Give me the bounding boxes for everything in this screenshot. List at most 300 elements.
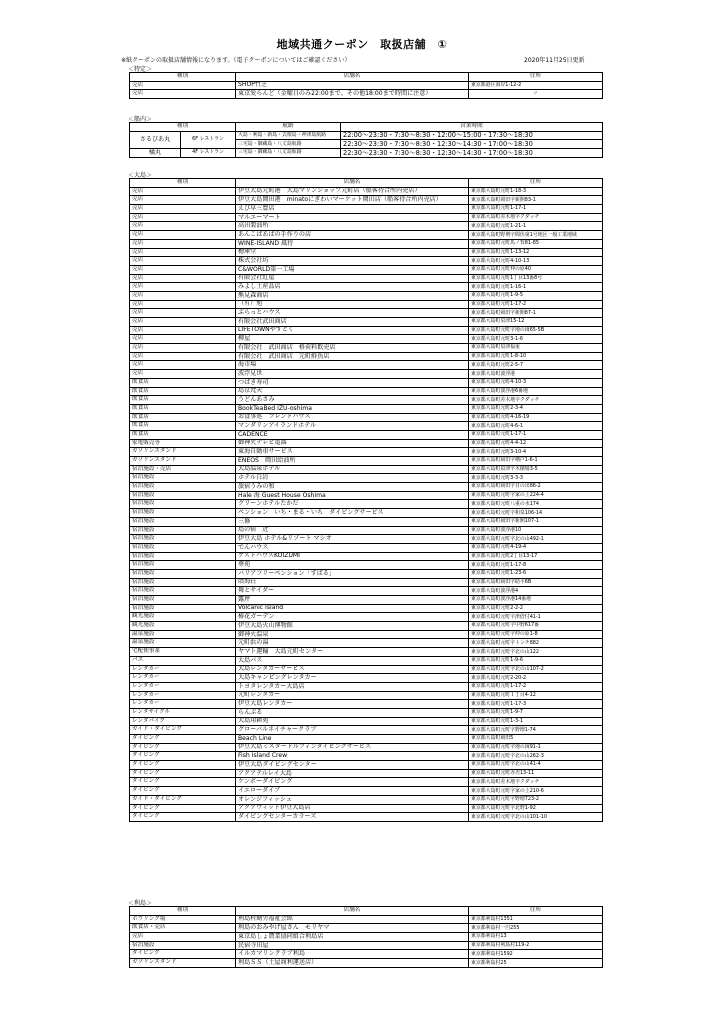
- shop-address: 東京都大島町差木地字クダッチ: [469, 396, 603, 405]
- shop-type: レンタバイク: [130, 717, 236, 726]
- table-row: [130, 915, 603, 924]
- table-row: [130, 604, 603, 613]
- shop-type: 売店: [130, 81, 236, 90]
- shop-type: ガソリンスタンド: [130, 959, 236, 968]
- table-row: [130, 291, 603, 300]
- shop-type: レンタカー: [130, 682, 236, 691]
- shop-name: 大島バス: [236, 656, 469, 665]
- shop-type: ダイビング: [130, 735, 236, 744]
- shop-address: 東京都大島町元町2丁目13-17: [469, 552, 603, 561]
- shop-address: 東京都大島町岡田字新開107-1: [469, 517, 603, 526]
- table-row: [130, 222, 603, 231]
- table-row: [130, 335, 603, 344]
- shop-address: 東京都大島町岡田字日の出86-2: [469, 483, 603, 492]
- shop-name: らんぷる: [236, 708, 469, 717]
- table-row: [130, 344, 603, 353]
- table-row: [130, 309, 603, 318]
- shop-type: 飲食店: [130, 387, 236, 396]
- shop-address: 東京都大島町元町4-10-13: [469, 257, 603, 266]
- table-row: [130, 535, 603, 544]
- shop-type: 売店: [130, 933, 236, 942]
- shop-name: 元町浜の湯: [236, 639, 469, 648]
- shop-type: ダイビング: [130, 813, 236, 822]
- shop-address: 東京都大島町元町3-10-4: [469, 448, 603, 457]
- shop-address: 東京都大島町元町1-17-1: [469, 205, 603, 214]
- table-row: [130, 274, 603, 283]
- shop-address: 東京都大島町元町1-17-3: [469, 700, 603, 709]
- table-row: [130, 569, 603, 578]
- shop-type: 飲食店: [130, 413, 236, 422]
- shop-name: ケンボーダイビング: [236, 778, 469, 787]
- shop-name: Volcanic Island: [236, 604, 469, 613]
- table-header-row: [130, 123, 603, 132]
- table-row: [130, 959, 603, 968]
- shop-name: 舞とサイダー: [236, 587, 469, 596]
- shop-name: 波浮見世: [236, 370, 469, 379]
- shop-address: 東京都大島町元町字家の上210-6: [469, 787, 603, 796]
- business-hours: 22:30～23:30・7:30～8:30・12:30～14:30・17:00～18:30: [341, 140, 603, 149]
- section-heading-toshima: ＜利島＞: [128, 900, 153, 907]
- header-route: 航路: [236, 123, 341, 132]
- shop-type: ダイビング: [130, 769, 236, 778]
- shop-type: 売店: [130, 326, 236, 335]
- shop-address: 東京都大島町岡田字新開87-1: [469, 309, 603, 318]
- table-row: [130, 500, 603, 509]
- shop-name: 熊見森商店: [236, 291, 469, 300]
- business-hours: 22:30～23:30・7:30～8:30・12:30～14:30・17:00～18:30: [341, 149, 603, 158]
- shop-type: 売店: [130, 300, 236, 309]
- ship-name: 橘丸: [130, 149, 181, 158]
- shop-type: 売店: [130, 196, 236, 205]
- table-row: [130, 587, 603, 596]
- shop-address: 東京都大島町波浮港14番地: [469, 596, 603, 605]
- shop-type: 宿泊施設: [130, 535, 236, 544]
- shop-type: 宿泊施設: [130, 509, 236, 518]
- shop-address: 東京都大島町元町字北の山122: [469, 648, 603, 657]
- shop-address: 東京都港区海岸1-12-2: [469, 81, 603, 90]
- shop-type: 売店: [130, 222, 236, 231]
- shop-name: グリーンホテルたかだ: [236, 500, 469, 509]
- shop-type: 売店: [130, 239, 236, 248]
- shop-name: あんこばあばの手作りの店: [236, 231, 469, 240]
- shop-address: 東京都大島町元町字地の岡65-5B: [469, 326, 603, 335]
- shop-address: 東京都大島町元町字津倍付41-1: [469, 613, 603, 622]
- shop-address: 東京都利島村13: [469, 933, 603, 942]
- shop-name: 伊豆大島元町港 大島マリンショップ元町店（船客待合所内売店）: [236, 187, 469, 196]
- header-shop-name: 店舗名: [236, 73, 469, 82]
- shop-address: 東京都大島町元町1-9-6: [469, 656, 603, 665]
- shop-name: ぶらっとハウス: [236, 309, 469, 318]
- table-row: [130, 665, 603, 674]
- shop-name: 穂庫堂: [236, 248, 469, 257]
- shop-type: 売店: [130, 344, 236, 353]
- table-row: [130, 90, 603, 99]
- shop-name: BookTeaBed IZU-oshima: [236, 404, 469, 413]
- shop-type: 宅配便事業: [130, 648, 236, 657]
- shop-address: 東京都大島町元町赤禿13-11: [469, 769, 603, 778]
- table-row: [130, 318, 603, 327]
- shop-name: アクアテルレイ大島: [236, 769, 469, 778]
- shop-name: アクアウィット伊豆大島店: [236, 804, 469, 813]
- table-row: [130, 578, 603, 587]
- shop-name: 露坪: [236, 596, 469, 605]
- shop-address: 東京都大島町岡田字櫓戸1-6-1: [469, 457, 603, 466]
- table-row: [130, 648, 603, 657]
- table-row: [130, 378, 603, 387]
- notice-text: ※紙クーポンの取扱店舗情報になります。（電子クーポンについてはご確認ください）: [121, 57, 351, 64]
- table-row: [130, 448, 603, 457]
- shop-address: 東京都大島町元町字野増1-74: [469, 726, 603, 735]
- shop-type: レンタカー: [130, 691, 236, 700]
- shop-address: 東京都大島町元町字北の山101-10: [469, 813, 603, 822]
- shop-name: Hale 海 Guest House Oshima: [236, 491, 469, 500]
- shop-type: ガイド・ダイビング: [130, 795, 236, 804]
- shop-address: 東京都大島町元町字北の山492-1: [469, 535, 603, 544]
- shop-type: 温泉施設: [130, 630, 236, 639]
- shop-name: 大島レンタカーサービス: [236, 665, 469, 674]
- shop-address: 東京都大島町元町1-23-6: [469, 569, 603, 578]
- table-row: [130, 526, 603, 535]
- table-row: [130, 950, 603, 959]
- table-row: [130, 457, 603, 466]
- shop-type: 宿泊施設・売店: [130, 465, 236, 474]
- shop-name: ダイビングセンターカラーズ: [236, 813, 469, 822]
- shop-name: 大島用耕苑: [236, 717, 469, 726]
- table-row: [130, 465, 603, 474]
- route: 大島・利島・新島・式根島・神津島航路: [236, 131, 341, 140]
- shop-name: 伊豆大島ダイビングセンター: [236, 761, 469, 770]
- header-shop-name: 店舗名: [236, 179, 469, 188]
- shop-type: 宿泊施設: [130, 578, 236, 587]
- shop-address: 東京都大島町元町1-16-1: [469, 283, 603, 292]
- shop-name: Fish Island Crew: [236, 752, 469, 761]
- shop-name: ゲストハウスKOIZUMI: [236, 552, 469, 561]
- shop-type: 売店: [130, 335, 236, 344]
- table-row: [130, 422, 603, 431]
- shop-name: トヨタレンタカー大島店: [236, 682, 469, 691]
- header-address: 住所: [469, 179, 603, 188]
- shop-address: 東京都利島村1592: [469, 950, 603, 959]
- route: 三宅島・御蔵島・八丈島航路: [236, 140, 341, 149]
- shop-address: 東京都利島村1351: [469, 915, 603, 924]
- shop-type: 宿泊施設: [130, 587, 236, 596]
- table-row: [130, 213, 603, 222]
- shop-name: 有限会社 武田商店 格荷料飲売店: [236, 344, 469, 353]
- shop-address: 東京都大島町元町1-9-5: [469, 291, 603, 300]
- shop-name: 利島ＳＳ（土屋商利運送店）: [236, 959, 469, 968]
- shop-type: 売店: [130, 274, 236, 283]
- table-row: [130, 474, 603, 483]
- shop-address: 東京都大島町元町字北の山262-3: [469, 752, 603, 761]
- shop-name: マルエーマート: [236, 213, 469, 222]
- table-row: [130, 517, 603, 526]
- shop-type: ダイビング: [130, 950, 236, 959]
- shop-name: WINE-ISLAND 風待: [236, 239, 469, 248]
- shop-type: 飲食店・売店: [130, 924, 236, 933]
- header-type: 種別: [130, 123, 236, 132]
- shop-address: 東京都大島町元町4-6-1: [469, 422, 603, 431]
- shop-type: 宿泊施設: [130, 543, 236, 552]
- table-row: [130, 131, 603, 140]
- shop-type: 飲食店: [130, 422, 236, 431]
- shop-name: C&WORLD第一工場: [236, 265, 469, 274]
- table-row: [130, 682, 603, 691]
- shop-address: 東京都大島町元町4-4-12: [469, 439, 603, 448]
- shop-name: LIFETOWNやすとく: [236, 326, 469, 335]
- table-row: [130, 743, 603, 752]
- shop-type: 飲食店: [130, 378, 236, 387]
- table-row: [130, 300, 603, 309]
- shop-address: 東京都大島町元町3-1-6: [469, 335, 603, 344]
- shop-address: 東京都大島町元町仲の原40: [469, 265, 603, 274]
- shop-type: 宿泊施設: [130, 552, 236, 561]
- header-type: 種別: [130, 73, 236, 82]
- shop-type: ボウリング場: [130, 915, 236, 924]
- shop-name: バリアフリーペンション「すばる」: [236, 569, 469, 578]
- shop-address: 東京都大島町元町2-2-2: [469, 604, 603, 613]
- shop-type: 売店: [130, 283, 236, 292]
- shop-address: 東京都大島町元町4-19-4: [469, 543, 603, 552]
- shop-type: 売店: [130, 257, 236, 266]
- shop-type: 売店: [130, 370, 236, 379]
- shop-type: ダイビング: [130, 761, 236, 770]
- shop-name: 高田製油所: [236, 222, 469, 231]
- table-row: [130, 752, 603, 761]
- shop-type: 宿泊施設: [130, 491, 236, 500]
- shop-address: 東京都大島町元町字中野617番: [469, 622, 603, 631]
- table-row: [130, 596, 603, 605]
- shop-name: グローバルネイチャークラブ: [236, 726, 469, 735]
- shop-type: 飲食店: [130, 396, 236, 405]
- header-type: 種別: [130, 179, 236, 188]
- table-header-row: [130, 73, 603, 82]
- shop-address: 東京都大島町元町1-17-2: [469, 300, 603, 309]
- shop-type: 飲食店: [130, 404, 236, 413]
- page-title: 地域共通クーポン 取扱店舗 ①: [276, 38, 448, 51]
- shop-name: 元町レンタカー: [236, 691, 469, 700]
- table-row: [130, 941, 603, 950]
- shop-name: えび早三豊店: [236, 205, 469, 214]
- shop-address: 東京都大島町元町字地の岡91-1: [469, 743, 603, 752]
- shop-name: 民宿寺田屋: [236, 941, 469, 950]
- business-hours: 22:00～23:30・7:30～8:30・12:00～15:00・17:30～18:30: [341, 131, 603, 140]
- shop-address: 東京都大島町元町1-17-8: [469, 561, 603, 570]
- shop-type: 宿泊施設: [130, 596, 236, 605]
- shop-address: 東京都大島町泉津15-12: [469, 318, 603, 327]
- shop-name: 東京島しょ農業協同組合利島店: [236, 933, 469, 942]
- shop-type: 売店: [130, 205, 236, 214]
- table-row: [130, 149, 603, 158]
- shop-type: レンタサイクル: [130, 708, 236, 717]
- header-address: 住所: [469, 73, 603, 82]
- shop-address: 東京都大島町波浮港4: [469, 587, 603, 596]
- shop-name: CADENCE: [236, 430, 469, 439]
- shop-address: 東京都大島町元町1-3-1: [469, 717, 603, 726]
- shop-address: 東京都利島村25: [469, 959, 603, 968]
- shop-name: ヤマト運輸 大島元町センター: [236, 648, 469, 657]
- shop-name: ホテル白岩: [236, 474, 469, 483]
- table-row: [130, 674, 603, 683]
- table-row: [130, 613, 603, 622]
- shop-type: 家電販売等: [130, 439, 236, 448]
- shop-address: 東京都利島村利島村119-2: [469, 941, 603, 950]
- table-row: [130, 622, 603, 631]
- shop-address: 東京都大島町元町1-8-10: [469, 352, 603, 361]
- shop-type: 宿泊施設: [130, 941, 236, 950]
- shop-name: 旅宿うみの和: [236, 483, 469, 492]
- shop-name: 頃海荘: [236, 578, 469, 587]
- table-row: [130, 700, 603, 709]
- shop-address: 東京都大島町元町4-10-3: [469, 378, 603, 387]
- table-row: [130, 187, 603, 196]
- shop-name: みよし土産品店: [236, 283, 469, 292]
- table-row: [130, 656, 603, 665]
- table-row: [130, 361, 603, 370]
- table-row: [130, 231, 603, 240]
- table-row: [130, 924, 603, 933]
- shop-address: 東京都大島町元町字北の山41-4: [469, 761, 603, 770]
- table-row: [130, 543, 603, 552]
- table-row: [130, 778, 603, 787]
- table-toshima: [129, 906, 603, 968]
- shop-name: 大島温泉ホテル: [236, 465, 469, 474]
- table-row: [130, 352, 603, 361]
- table-row: [130, 205, 603, 214]
- shop-address: 東京都大島町元町4-16-19: [469, 413, 603, 422]
- table-row: [130, 735, 603, 744]
- shop-name: 柳屋: [236, 335, 469, 344]
- shop-type: ガソリンスタンド: [130, 457, 236, 466]
- shop-name: 伊豆大島岡田港 minatoにぎわいマーケット岡田店（船客待合所内売店）: [236, 196, 469, 205]
- table-row: [130, 483, 603, 492]
- shop-name: イエローダイブ: [236, 787, 469, 796]
- restaurant-floor: 4F レストラン: [181, 149, 236, 158]
- shop-type: 宿泊施設: [130, 569, 236, 578]
- shop-name: 伊豆大島レンタカー: [236, 700, 469, 709]
- shop-name: 御神火テレビ電器: [236, 439, 469, 448]
- table-oshima: [129, 178, 603, 822]
- shop-address: 東京都大島町差木地字クダッチ: [469, 778, 603, 787]
- table-row: [130, 639, 603, 648]
- shop-name: SHOP竹芝: [236, 81, 469, 90]
- header-hours: 営業時間: [341, 123, 603, 132]
- shop-address: 東京都大島町差木地字クダッチ: [469, 213, 603, 222]
- shop-name: 島の宿 近: [236, 526, 469, 535]
- shop-name: 株式会社坊: [236, 257, 469, 266]
- table-row: [130, 396, 603, 405]
- table-row: [130, 283, 603, 292]
- shop-name: 伊豆大島ミスタードルフィンダイビングサービス: [236, 743, 469, 752]
- shop-name: 伊豆大島 ホテル&リゾート マシオ: [236, 535, 469, 544]
- shop-address: 東京都大島町元町字北の山107-2: [469, 665, 603, 674]
- shop-address: 東京都大島町元町2-3-4: [469, 404, 603, 413]
- table-row: [130, 561, 603, 570]
- shop-name: 利島村勤労福祉会館: [236, 915, 469, 924]
- shop-address: 東京都大島町元町1-21-1: [469, 222, 603, 231]
- table-row: [130, 196, 603, 205]
- shop-type: ダイビング: [130, 787, 236, 796]
- table-row: [130, 691, 603, 700]
- table-header-row: [130, 907, 603, 916]
- table-row: [130, 430, 603, 439]
- table-row: [130, 552, 603, 561]
- shop-type: 宿泊施設: [130, 561, 236, 570]
- table-row: [130, 717, 603, 726]
- route: 三宅島・御蔵島・八丈島航路: [236, 149, 341, 158]
- table-row: [130, 265, 603, 274]
- table-row: [130, 387, 603, 396]
- shop-name: （有）旭: [236, 300, 469, 309]
- shop-type: 売店: [130, 213, 236, 222]
- shop-address: 東京都大島町元町1-9-7: [469, 708, 603, 717]
- shop-address: 東京都大島町元町1-17-2: [469, 682, 603, 691]
- shop-address: 東京都大島町岡田5: [469, 735, 603, 744]
- shop-type: 売店: [130, 352, 236, 361]
- table-row: [130, 787, 603, 796]
- shop-address: 東京都大島町元町1-13-12: [469, 248, 603, 257]
- shop-name: 東京愛らんど（金曜日のみ22:00まで、その他18:00まで時間に注意）: [236, 90, 469, 99]
- section-heading-tokutei: ＜特定＞: [128, 66, 153, 73]
- shop-address: 〃: [469, 90, 603, 99]
- header-type: 種別: [130, 907, 236, 916]
- shop-type: 観光施設: [130, 613, 236, 622]
- shop-name: オレンジフィッシュ: [236, 795, 469, 804]
- shop-address: 東京都大島町泉津福重: [469, 344, 603, 353]
- shop-type: 宿泊施設: [130, 604, 236, 613]
- shop-type: ガイド・ダイビング: [130, 726, 236, 735]
- table-row: [130, 726, 603, 735]
- shop-type: レンタカー: [130, 674, 236, 683]
- shop-type: 宿泊施設: [130, 517, 236, 526]
- shop-name: 華苑: [236, 561, 469, 570]
- table-row: [130, 813, 603, 822]
- shop-name: 椿花ガーデン: [236, 613, 469, 622]
- shop-name: でんハウス: [236, 543, 469, 552]
- table-row: [130, 239, 603, 248]
- shop-address: 東京都大島町元町1-18-3: [469, 187, 603, 196]
- shop-type: 売店: [130, 361, 236, 370]
- shop-address: 東京都大島町波浮港6番地: [469, 387, 603, 396]
- shop-name: 有限会社武田商店: [236, 318, 469, 327]
- shop-address: 東京都大島町元町字家の上224-4: [469, 491, 603, 500]
- shop-type: 売店: [130, 231, 236, 240]
- shop-name: お食事処 フレンドハウス: [236, 413, 469, 422]
- table-row: [130, 248, 603, 257]
- shop-type: 売店: [130, 318, 236, 327]
- shop-name: 大島キャンピングレンタカー: [236, 674, 469, 683]
- shop-address: 東京都大島町元町字北野1-92: [469, 804, 603, 813]
- shop-name: 三條: [236, 517, 469, 526]
- table-row: [130, 81, 603, 90]
- shop-type: 宿泊施設: [130, 483, 236, 492]
- table-row: [130, 795, 603, 804]
- table-row: [130, 439, 603, 448]
- table-tokutei: [129, 72, 603, 99]
- table-row: [130, 804, 603, 813]
- shop-address: 東京都大島町岡田字新開83-1: [469, 196, 603, 205]
- shop-name: 海市場: [236, 361, 469, 370]
- shop-type: ダイビング: [130, 778, 236, 787]
- shop-type: 売店: [130, 265, 236, 274]
- ship-name: さるびあ丸: [130, 131, 181, 148]
- section-heading-oshima: ＜大島＞: [128, 172, 153, 179]
- shop-address: 東京都大島町元町字トンチ882: [469, 639, 603, 648]
- table-row: [130, 326, 603, 335]
- updated-date: 2020年11月25日更新: [524, 57, 585, 64]
- shop-type: 宿泊施設: [130, 474, 236, 483]
- shop-address: 東京都大島町元町字野増723-2: [469, 795, 603, 804]
- shop-address: 東京都大島町野増字間伏第1号地区一般工業地域: [469, 231, 603, 240]
